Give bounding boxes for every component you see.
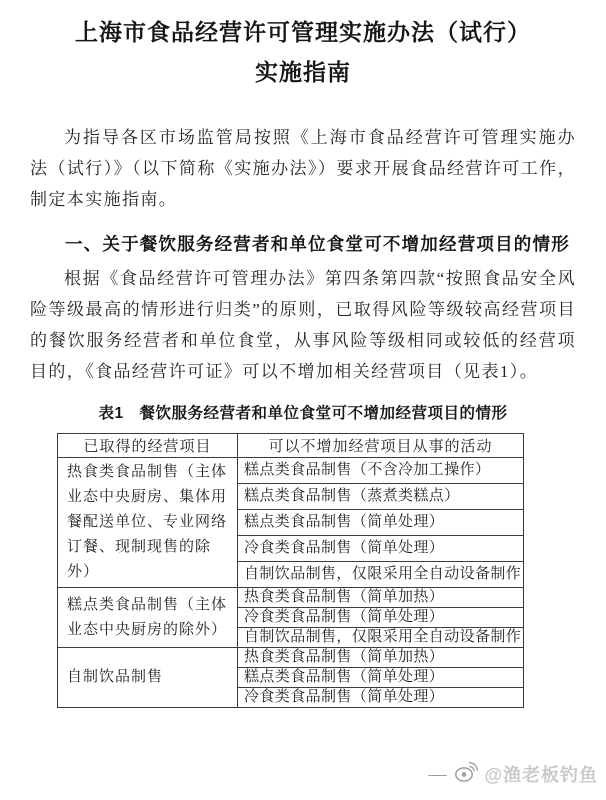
table-row	[58, 458, 524, 484]
col-header-allowed-activities: 可以不增加经营项目从事的活动	[238, 434, 524, 458]
watermark-dash: —	[428, 763, 447, 784]
table-row	[58, 648, 524, 668]
section-1-heading: 一、关于餐饮服务经营者和单位食堂可不增加经营项目的情形	[65, 234, 570, 254]
page-title	[0, 0, 606, 92]
obtained-project-hot-food: 热食类食品制售（主体业态中央厨房、集体用餐配送单位、专业网络订餐、现制现售的除外）	[58, 458, 238, 588]
activity-cell: 自制饮品制售，仅限采用全自动设备制作	[238, 562, 524, 588]
table-1	[57, 433, 524, 708]
activity-cell: 热食类食品制售（简单加热）	[238, 648, 524, 668]
weibo-eye-icon	[454, 759, 480, 788]
table-header-row	[58, 434, 524, 458]
activity-cell: 糕点类食品制售（简单处理）	[238, 510, 524, 536]
watermark-handle: @渔老板钓鱼	[484, 764, 598, 785]
table-1-caption: 表1 餐饮服务经营者和单位食堂可不增加经营项目的情形	[98, 405, 508, 422]
col-header-obtained-projects: 已取得的经营项目	[58, 434, 238, 458]
weibo-watermark	[428, 759, 598, 788]
obtained-project-pastry: 糕点类食品制售（主体业态中央厨房的除外）	[58, 588, 238, 648]
activity-cell: 糕点类食品制售（蒸煮类糕点）	[238, 484, 524, 510]
activity-cell: 热食类食品制售（简单加热）	[238, 588, 524, 608]
activity-cell: 冷食类食品制售（简单处理）	[238, 608, 524, 628]
activity-cell: 冷食类食品制售（简单处理）	[238, 688, 524, 708]
activity-cell: 自制饮品制售，仅限采用全自动设备制作	[238, 628, 524, 648]
page-title-line-2: 实施指南	[255, 59, 351, 85]
page-title-line-1: 上海市食品经营许可管理实施办法（试行）	[75, 19, 531, 45]
document-body	[30, 122, 576, 387]
activity-cell: 冷食类食品制售（简单处理）	[238, 536, 524, 562]
table-row	[58, 588, 524, 608]
section-1-paragraph: 根据《食品经营许可管理办法》第四条第四款“按照食品安全风险等级最高的情形进行归类”的原则，已取得风险等级较高经营项目的餐饮服务经营者和单位食堂，从事风险等级相同或较低的经营项目的，《食品经营许可证》可以不增加相关经营项目（见表1）。	[30, 269, 576, 381]
intro-paragraph: 为指导各区市场监管局按照《上海市食品经营许可管理实施办法（试行）》（以下简称《实施办法》）要求开展食品经营许可工作，制定本实施指南。	[30, 128, 576, 209]
activity-cell: 糕点类食品制售（不含冷加工操作）	[238, 458, 524, 484]
obtained-project-self-made-drinks: 自制饮品制售	[58, 648, 238, 708]
activity-cell: 糕点类食品制售（简单处理）	[238, 668, 524, 688]
